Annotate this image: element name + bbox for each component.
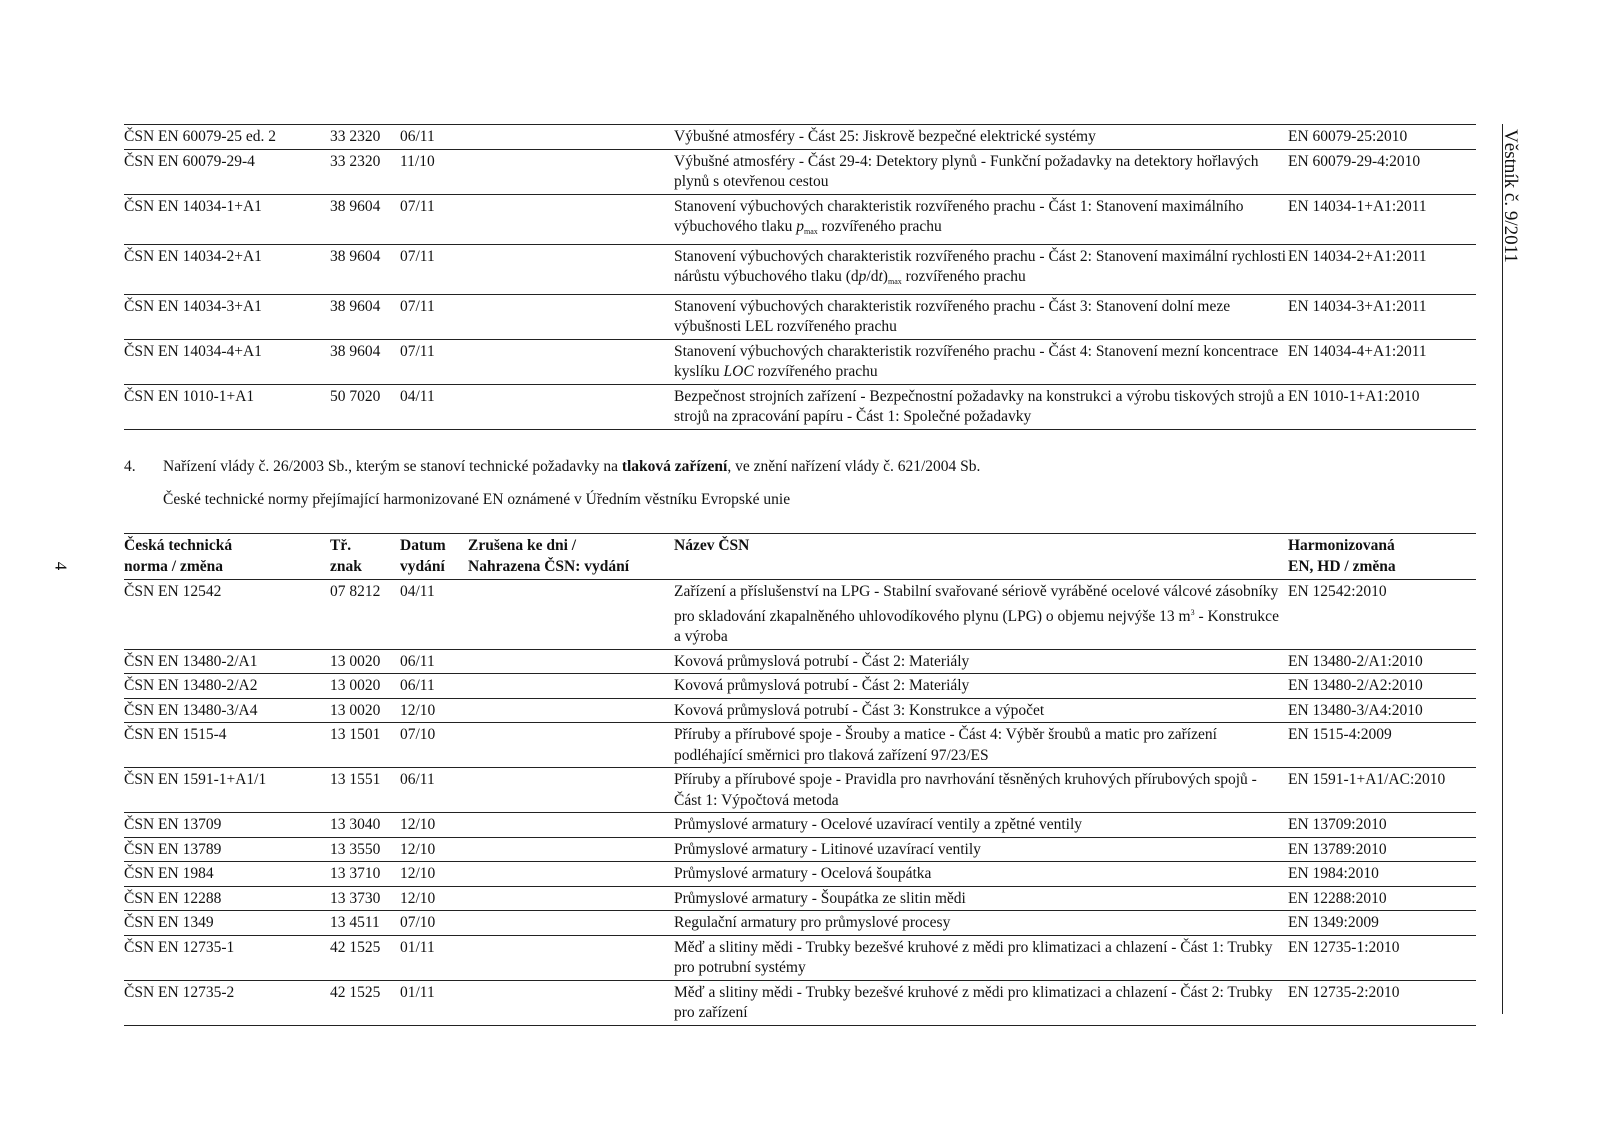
table-row <box>124 649 1476 674</box>
cell-norm: ČSN EN 1010-1+A1 <box>124 387 255 405</box>
cell-name: Zařízení a příslušenství na LPG - Stabilní svařované sériově vyráběné ocelové válcové zásobníky pro skladování zkapalněného uhlovodíkového plynu (LPG) o objemu nejvýše 13 $m^3$ - Konstrukce a výroba <box>674 583 1279 645</box>
cell-name: Výbušné atmosféry - Část 29-4: Detektory plynů - Funkční požadavky na detektory hořlavých plynů s otevřenou cestou <box>674 152 1259 190</box>
cell-date: 12/10 <box>400 865 436 882</box>
cell-name: Stanovení výbuchových charakteristik rozvířeného prachu - Část 2: Stanovení maximální rychlosti nárůstu výbuchového tlaku $(dp/dt)_{max}$ rozvířeného prachu <box>674 247 1287 286</box>
table-row <box>124 384 1476 429</box>
cell-date: 12/10 <box>400 840 436 858</box>
cell-date: 04/11 <box>400 583 435 600</box>
cell-date: 07/11 <box>400 297 435 315</box>
cell-code: 38 9604 <box>330 297 381 315</box>
cell-name: Kovová průmyslová potrubí - Část 3: Konstrukce a výpočet <box>674 701 1045 719</box>
cell-name: Stanovení výbuchových charakteristik rozvířeného prachu - Část 3: Stanovení dolní meze výbušnosti LEL rozvířeného prachu <box>674 297 1231 335</box>
cell-code: 38 9604 <box>330 197 381 215</box>
cell-date: 01/11 <box>400 938 435 956</box>
header-date: Datum vydání <box>400 537 446 575</box>
cell-date: 07/11 <box>400 197 435 215</box>
cell-harmonized: EN 1591-1+A1/AC:2010 <box>1288 771 1446 788</box>
cell-harmonized: EN 1349:2009 <box>1288 914 1379 931</box>
cell-replaced <box>468 911 674 936</box>
cell-norm: ČSN EN 13789 <box>124 840 222 858</box>
cell-date: 06/11 <box>400 652 435 670</box>
cell-replaced <box>468 768 674 813</box>
cell-code: 42 1525 <box>330 983 381 1001</box>
cell-replaced <box>468 580 674 650</box>
cell-date: 12/10 <box>400 889 436 907</box>
table-row <box>124 980 1476 1025</box>
cell-harmonized: EN 13480-3/A4:2010 <box>1288 701 1423 719</box>
cell-name: Průmyslové armatury - Litinové uzavírací ventily <box>674 840 981 858</box>
cell-norm: ČSN EN 1515-4 <box>124 726 227 743</box>
header-name: Název ČSN <box>674 537 750 554</box>
cell-name: Kovová průmyslová potrubí - Část 2: Materiály <box>674 652 970 670</box>
cell-norm: ČSN EN 12735-2 <box>124 983 235 1001</box>
table-row <box>124 194 1476 244</box>
section-subtitle: České technické normy přejímající harmonizované EN oznámené v Úředním věstníku Evropské unie <box>163 491 791 508</box>
table1-body <box>124 125 1476 430</box>
cell-code: 07 8212 <box>330 583 381 600</box>
table-row <box>124 862 1476 887</box>
cell-replaced <box>468 935 674 980</box>
cell-norm: ČSN EN 14034-3+A1 <box>124 297 262 315</box>
cell-code: 50 7020 <box>330 387 381 405</box>
cell-code: 13 4511 <box>330 914 380 931</box>
table-row <box>124 339 1476 384</box>
cell-code: 13 1551 <box>330 771 381 788</box>
cell-name: Stanovení výbuchových charakteristik rozvířeného prachu - Část 1: Stanovení maximálního výbuchového tlaku $p_{max}$ rozvířeného prachu <box>674 197 1244 236</box>
cell-code: 38 9604 <box>330 342 381 360</box>
cell-date: 04/11 <box>400 387 435 405</box>
table2-body <box>124 580 1476 1026</box>
cell-harmonized: EN 14034-4+A1:2011 <box>1288 342 1427 360</box>
cell-harmonized: EN 14034-3+A1:2011 <box>1288 297 1427 315</box>
cell-code: 33 2320 <box>330 152 381 170</box>
cell-code: 13 0020 <box>330 677 381 694</box>
table-row <box>124 149 1476 194</box>
table-row <box>124 244 1476 294</box>
cell-harmonized: EN 12542:2010 <box>1288 583 1387 600</box>
cell-harmonized: EN 12735-1:2010 <box>1288 938 1400 956</box>
cell-date: 07/10 <box>400 914 436 931</box>
cell-name: Bezpečnost strojních zařízení - Bezpečnostní požadavky na konstrukci a výrobu tiskových strojů a strojů na zpracování papíru - Část 1: Společné požadavky <box>674 387 1285 425</box>
cell-replaced <box>468 674 674 699</box>
cell-replaced <box>468 813 674 838</box>
cell-name: Kovová průmyslová potrubí - Část 2: Materiály <box>674 677 970 694</box>
cell-code: 38 9604 <box>330 247 381 265</box>
cell-date: 06/11 <box>400 771 435 788</box>
cell-norm: ČSN EN 12542 <box>124 583 222 600</box>
cell-replaced <box>468 698 674 723</box>
cell-name: Příruby a přírubové spoje - Pravidla pro navrhování těsněných kruhových přírubových spojů - Část 1: Výpočtová metoda <box>674 771 1257 809</box>
cell-replaced <box>468 125 674 150</box>
header-replaced: Zrušena ke dni / Nahrazena ČSN: vydání <box>468 537 630 575</box>
cell-norm: ČSN EN 14034-2+A1 <box>124 247 262 265</box>
cell-replaced <box>468 149 674 194</box>
cell-norm: ČSN EN 14034-1+A1 <box>124 197 262 215</box>
journal-label: Věstník č. 9/2011 <box>1500 129 1521 263</box>
cell-harmonized: EN 13480-2/A1:2010 <box>1288 652 1423 670</box>
cell-code: 13 3730 <box>330 889 381 907</box>
cell-code: 13 1501 <box>330 726 381 743</box>
cell-name: Příruby a přírubové spoje - Šrouby a matice - Část 4: Výběr šroubů a matic pro zařízení podléhající směrnici pro tlaková zařízení 97/23/ES <box>674 726 1217 764</box>
cell-name: Průmyslové armatury - Ocelové uzavírací ventily a zpětné ventily <box>674 816 1083 833</box>
cell-norm: ČSN EN 13480-2/A1 <box>124 652 258 670</box>
cell-replaced <box>468 886 674 911</box>
cell-norm: ČSN EN 60079-25 ed. 2 <box>124 128 276 145</box>
cell-replaced <box>468 339 674 384</box>
cell-code: 13 3550 <box>330 840 381 858</box>
table-row <box>124 813 1476 838</box>
cell-date: 07/11 <box>400 247 435 265</box>
cell-date: 11/10 <box>400 152 435 170</box>
cell-name: Regulační armatury pro průmyslové procesy <box>674 914 951 931</box>
cell-norm: ČSN EN 12735-1 <box>124 938 235 956</box>
cell-replaced <box>468 862 674 887</box>
cell-date: 07/11 <box>400 342 435 360</box>
table-row <box>124 294 1476 339</box>
cell-norm: ČSN EN 1984 <box>124 865 214 882</box>
cell-date: 06/11 <box>400 128 435 145</box>
cell-norm: ČSN EN 14034-4+A1 <box>124 342 262 360</box>
section-heading: Nařízení vlády č. 26/2003 Sb., kterým se stanoví technické požadavky na tlaková zařízení, ve znění nařízení vlády č. 621/2004 Sb. <box>163 458 981 475</box>
cell-name: Měď a slitiny mědi - Trubky bezešvé kruhové z mědi pro klimatizaci a chlazení - Část 2: Trubky pro zařízení <box>674 983 1273 1021</box>
cell-norm: ČSN EN 12288 <box>124 889 222 907</box>
table-row <box>124 768 1476 813</box>
cell-norm: ČSN EN 13709 <box>124 816 222 833</box>
cell-code: 42 1525 <box>330 938 381 956</box>
header-code: Tř. znak <box>330 537 362 575</box>
table-row <box>124 886 1476 911</box>
cell-date: 07/10 <box>400 726 436 743</box>
cell-norm: ČSN EN 1591-1+A1/1 <box>124 771 267 788</box>
cell-norm: ČSN EN 60079-29-4 <box>124 152 255 170</box>
table2-header <box>124 534 1476 580</box>
cell-name: Měď a slitiny mědi - Trubky bezešvé kruhové z mědi pro klimatizaci a chlazení - Část 1: Trubky pro potrubní systémy <box>674 938 1273 976</box>
cell-replaced <box>468 194 674 244</box>
cell-harmonized: EN 12735-2:2010 <box>1288 983 1400 1001</box>
cell-harmonized: EN 60079-29-4:2010 <box>1288 152 1421 170</box>
page-number: 4 <box>51 561 71 571</box>
cell-norm: ČSN EN 13480-2/A2 <box>124 677 258 694</box>
cell-harmonized: EN 1515-4:2009 <box>1288 726 1392 743</box>
cell-name: Výbušné atmosféry - Část 25: Jiskrově bezpečné elektrické systémy <box>674 128 1096 145</box>
cell-replaced <box>468 837 674 862</box>
cell-name: Průmyslové armatury - Ocelová šoupátka <box>674 865 932 882</box>
cell-harmonized: EN 60079-25:2010 <box>1288 128 1408 145</box>
table-row <box>124 698 1476 723</box>
cell-replaced <box>468 244 674 294</box>
cell-code: 13 3040 <box>330 816 381 833</box>
standards-table-1 <box>124 124 1476 430</box>
cell-name: Stanovení výbuchových charakteristik rozvířeného prachu - Část 4: Stanovení mezní koncentrace kyslíku LOC rozvířeného prachu <box>674 342 1279 380</box>
table-row <box>124 911 1476 936</box>
cell-harmonized: EN 13480-2/A2:2010 <box>1288 677 1423 694</box>
table-row <box>124 723 1476 768</box>
cell-harmonized: EN 14034-1+A1:2011 <box>1288 197 1427 215</box>
table-row <box>124 125 1476 150</box>
cell-harmonized: EN 13789:2010 <box>1288 840 1387 858</box>
cell-norm: ČSN EN 13480-3/A4 <box>124 701 258 719</box>
cell-harmonized: EN 14034-2+A1:2011 <box>1288 247 1427 265</box>
cell-date: 01/11 <box>400 983 435 1001</box>
cell-replaced <box>468 649 674 674</box>
table-row <box>124 580 1476 650</box>
cell-harmonized: EN 12288:2010 <box>1288 889 1387 907</box>
cell-replaced <box>468 980 674 1025</box>
section-number: 4. <box>124 458 136 475</box>
standards-table-2 <box>124 533 1476 1026</box>
cell-name: Průmyslové armatury - Šoupátka ze slitin mědi <box>674 889 966 907</box>
header-harmonized: Harmonizovaná EN, HD / změna <box>1288 537 1396 575</box>
cell-code: 33 2320 <box>330 128 381 145</box>
cell-replaced <box>468 294 674 339</box>
cell-replaced <box>468 723 674 768</box>
cell-harmonized: EN 13709:2010 <box>1288 816 1387 833</box>
cell-code: 13 0020 <box>330 701 381 719</box>
cell-date: 06/11 <box>400 677 435 694</box>
header-norm: Česká technická norma / změna <box>124 537 233 575</box>
cell-date: 12/10 <box>400 701 436 719</box>
cell-code: 13 0020 <box>330 652 381 670</box>
table-row <box>124 935 1476 980</box>
cell-norm: ČSN EN 1349 <box>124 914 214 931</box>
cell-harmonized: EN 1010-1+A1:2010 <box>1288 387 1420 405</box>
cell-date: 12/10 <box>400 816 436 833</box>
cell-harmonized: EN 1984:2010 <box>1288 865 1379 882</box>
table-row <box>124 674 1476 699</box>
cell-replaced <box>468 384 674 429</box>
cell-code: 13 3710 <box>330 865 381 882</box>
table-row <box>124 837 1476 862</box>
